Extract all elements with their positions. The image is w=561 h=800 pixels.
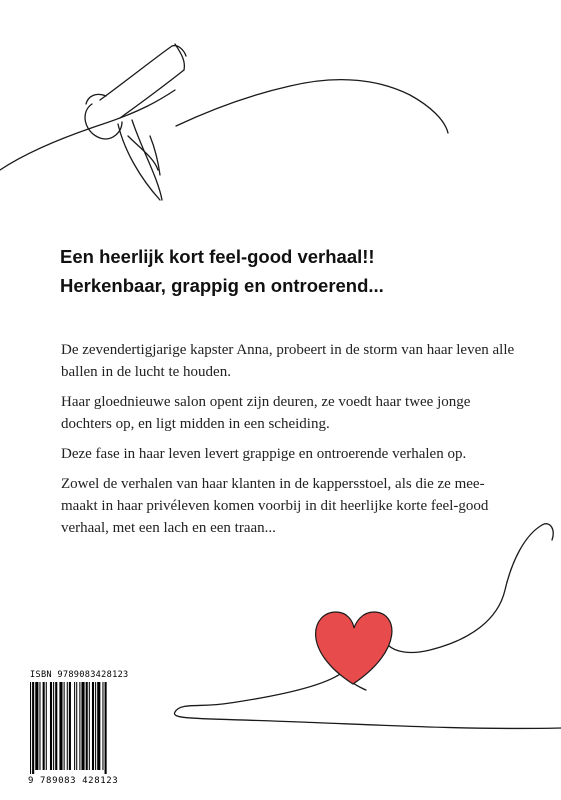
heart-icon — [316, 612, 392, 684]
blurb-paragraph-4: Zowel de verhalen van haar klanten in de kappersstoel, als die ze mee-maakt in haar privéleven komen voorbij in dit heerlijke korte feel-good verhaal, met een lach en een traan... — [61, 476, 489, 536]
barcode-bar — [89, 682, 90, 770]
barcode-bar — [59, 682, 62, 770]
hair-dryer-icon — [0, 44, 448, 200]
barcode-bar — [92, 682, 94, 770]
barcode-bar — [74, 682, 75, 770]
barcode-bar — [64, 682, 65, 770]
barcode-bar — [32, 682, 34, 774]
barcode-bar — [55, 682, 57, 770]
isbn-label: ISBN 9789083428123 — [30, 670, 129, 680]
tagline — [60, 242, 530, 300]
blurb-paragraph-1: De zevendertigjarige kapster Anna, probeert in de storm van haar leven alle ballen in de lucht te houden. — [61, 342, 515, 380]
isbn-barcode — [28, 670, 136, 790]
barcode-bar — [67, 682, 68, 770]
barcode-bar — [81, 682, 84, 770]
barcode-bar — [43, 682, 45, 770]
barcode-bar — [79, 682, 80, 770]
barcode-bars — [30, 682, 134, 774]
blurb-paragraph-2: Haar gloednieuwe salon opent zijn deuren, ze voedt haar twee jonge dochters op, en ligt midden in een scheiding. — [61, 394, 471, 432]
tagline-line-1: Een heerlijk kort feel-good verhaal!! — [60, 246, 375, 267]
barcode-bar — [95, 682, 96, 770]
barcode-bar — [39, 682, 40, 770]
barcode-bar — [97, 682, 100, 770]
barcode-bar — [105, 682, 107, 774]
isbn-digits: 9 789083 428123 — [28, 776, 119, 786]
barcode-bar — [69, 682, 71, 770]
tagline-line-2: Herkenbaar, grappig en ontroerend... — [60, 275, 384, 296]
barcode-bar — [50, 682, 52, 770]
barcode-bar — [102, 682, 103, 770]
barcode-bar — [30, 682, 31, 774]
blurb — [61, 339, 521, 547]
blurb-paragraph-3: Deze fase in haar leven levert grappige en ontroerende verhalen op. — [61, 446, 467, 462]
barcode-bar — [53, 682, 54, 770]
barcode-bar — [35, 682, 38, 770]
barcode-bar — [46, 682, 47, 770]
barcode-bar — [86, 682, 88, 770]
barcode-bar — [76, 682, 77, 770]
